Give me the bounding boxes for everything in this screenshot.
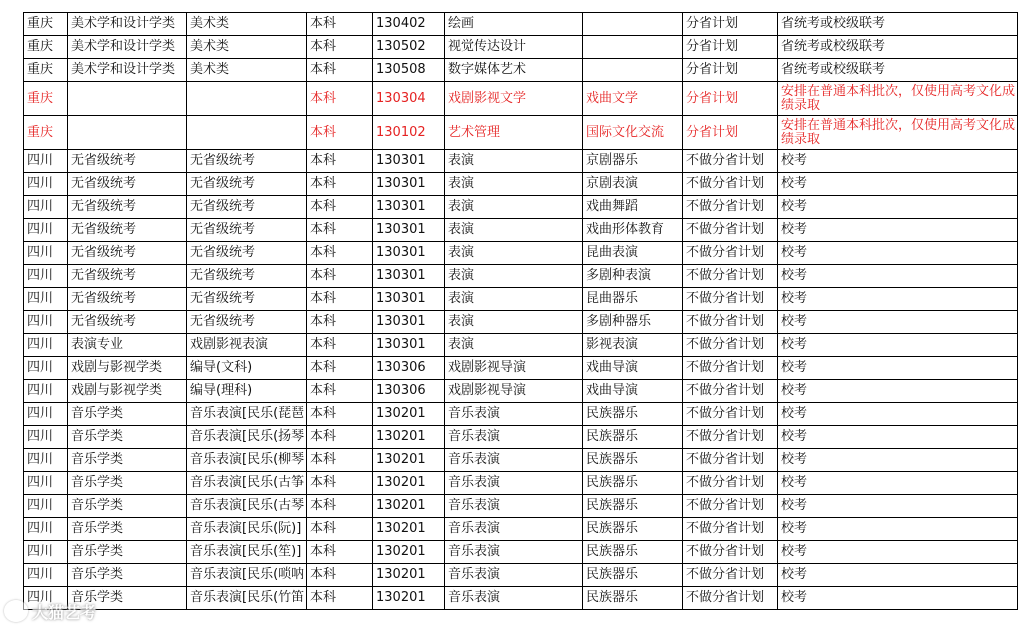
cell-province: 四川 bbox=[24, 173, 68, 196]
cell-exam-type: 校考 bbox=[778, 426, 1018, 449]
cell-province: 四川 bbox=[24, 472, 68, 495]
cell-level: 本科 bbox=[307, 587, 373, 610]
cell-plan-type: 不做分省计划 bbox=[683, 265, 778, 288]
cell-province: 四川 bbox=[24, 426, 68, 449]
cell-major-code: 130502 bbox=[373, 36, 445, 59]
cell-major-code: 130508 bbox=[373, 59, 445, 82]
cell-province: 重庆 bbox=[24, 13, 68, 36]
cell-exam-type: 校考 bbox=[778, 357, 1018, 380]
cell-province: 四川 bbox=[24, 495, 68, 518]
cell-exam-type: 校考 bbox=[778, 288, 1018, 311]
cell-province: 四川 bbox=[24, 150, 68, 173]
cell-major-name: 戏剧影视文学 bbox=[445, 82, 583, 116]
cell-level: 本科 bbox=[307, 150, 373, 173]
cell-plan-type: 不做分省计划 bbox=[683, 311, 778, 334]
watermark-text: 大猫艺考 bbox=[32, 602, 97, 622]
table-row bbox=[24, 357, 1018, 380]
cell-level: 本科 bbox=[307, 564, 373, 587]
table-row bbox=[24, 495, 1018, 518]
cell-exam-type: 校考 bbox=[778, 518, 1018, 541]
cell-direction: 京剧表演 bbox=[583, 173, 683, 196]
cell-major-code: 130301 bbox=[373, 196, 445, 219]
cell-major-code: 130301 bbox=[373, 150, 445, 173]
cell-major-code: 130201 bbox=[373, 541, 445, 564]
cell-major-name: 表演 bbox=[445, 173, 583, 196]
cell-province: 四川 bbox=[24, 403, 68, 426]
cell-level: 本科 bbox=[307, 380, 373, 403]
cell-major-name: 表演 bbox=[445, 219, 583, 242]
cell-province: 四川 bbox=[24, 265, 68, 288]
cell-subcategory: 音乐表演[民乐(唢呐 bbox=[187, 564, 307, 587]
table-row bbox=[24, 173, 1018, 196]
cell-plan-type: 不做分省计划 bbox=[683, 403, 778, 426]
cell-category bbox=[68, 116, 187, 150]
cell-exam-type: 校考 bbox=[778, 334, 1018, 357]
cell-subcategory: 无省级统考 bbox=[187, 196, 307, 219]
cell-category: 无省级统考 bbox=[68, 311, 187, 334]
table-row bbox=[24, 541, 1018, 564]
cell-subcategory: 音乐表演[民乐(古筝 bbox=[187, 472, 307, 495]
cell-direction: 民族器乐 bbox=[583, 426, 683, 449]
cell-major-name: 音乐表演 bbox=[445, 472, 583, 495]
cell-province: 四川 bbox=[24, 196, 68, 219]
cell-direction: 戏曲导演 bbox=[583, 357, 683, 380]
cell-exam-type: 校考 bbox=[778, 380, 1018, 403]
cell-category: 音乐学类 bbox=[68, 472, 187, 495]
cell-exam-type: 校考 bbox=[778, 403, 1018, 426]
cell-exam-type: 校考 bbox=[778, 449, 1018, 472]
cell-level: 本科 bbox=[307, 311, 373, 334]
cell-plan-type: 不做分省计划 bbox=[683, 518, 778, 541]
cell-subcategory: 无省级统考 bbox=[187, 219, 307, 242]
cell-direction: 民族器乐 bbox=[583, 449, 683, 472]
cell-level: 本科 bbox=[307, 518, 373, 541]
cell-level: 本科 bbox=[307, 357, 373, 380]
cell-major-name: 数字媒体艺术 bbox=[445, 59, 583, 82]
cell-province: 四川 bbox=[24, 357, 68, 380]
cell-subcategory: 音乐表演[民乐(扬琴 bbox=[187, 426, 307, 449]
cell-major-name: 音乐表演 bbox=[445, 426, 583, 449]
cell-category: 音乐学类 bbox=[68, 564, 187, 587]
cell-direction: 多剧种表演 bbox=[583, 265, 683, 288]
cell-major-code: 130301 bbox=[373, 219, 445, 242]
cell-major-name: 表演 bbox=[445, 311, 583, 334]
cell-major-code: 130201 bbox=[373, 518, 445, 541]
cell-major-code: 130201 bbox=[373, 472, 445, 495]
cell-exam-type: 校考 bbox=[778, 472, 1018, 495]
cell-subcategory: 编导(文科) bbox=[187, 357, 307, 380]
cell-plan-type: 不做分省计划 bbox=[683, 380, 778, 403]
cell-major-name: 音乐表演 bbox=[445, 587, 583, 610]
cell-level: 本科 bbox=[307, 59, 373, 82]
cell-level: 本科 bbox=[307, 426, 373, 449]
cell-category: 音乐学类 bbox=[68, 403, 187, 426]
cell-category: 无省级统考 bbox=[68, 219, 187, 242]
cell-exam-type: 校考 bbox=[778, 495, 1018, 518]
cell-direction: 多剧种器乐 bbox=[583, 311, 683, 334]
cell-plan-type: 分省计划 bbox=[683, 59, 778, 82]
cell-direction: 民族器乐 bbox=[583, 518, 683, 541]
table-row bbox=[24, 334, 1018, 357]
cell-subcategory: 美术类 bbox=[187, 36, 307, 59]
cell-category: 无省级统考 bbox=[68, 265, 187, 288]
cell-major-name: 表演 bbox=[445, 334, 583, 357]
cell-major-name: 视觉传达设计 bbox=[445, 36, 583, 59]
cell-category: 美术学和设计学类 bbox=[68, 13, 187, 36]
cell-level: 本科 bbox=[307, 265, 373, 288]
cell-subcategory bbox=[187, 82, 307, 116]
table-row bbox=[24, 150, 1018, 173]
cell-province: 四川 bbox=[24, 288, 68, 311]
cell-exam-type: 省统考或校级联考 bbox=[778, 59, 1018, 82]
cell-category: 音乐学类 bbox=[68, 541, 187, 564]
table-row bbox=[24, 311, 1018, 334]
cell-level: 本科 bbox=[307, 288, 373, 311]
cell-direction: 影视表演 bbox=[583, 334, 683, 357]
cell-direction: 昆曲表演 bbox=[583, 242, 683, 265]
cell-major-name: 戏剧影视导演 bbox=[445, 357, 583, 380]
table-row bbox=[24, 265, 1018, 288]
cell-major-name: 表演 bbox=[445, 242, 583, 265]
table-row bbox=[24, 518, 1018, 541]
cell-level: 本科 bbox=[307, 173, 373, 196]
table-row bbox=[24, 564, 1018, 587]
cell-major-name: 表演 bbox=[445, 265, 583, 288]
table-row bbox=[24, 426, 1018, 449]
table-row bbox=[24, 116, 1018, 150]
cell-major-code: 130201 bbox=[373, 587, 445, 610]
cell-province: 四川 bbox=[24, 449, 68, 472]
table-row bbox=[24, 472, 1018, 495]
cell-major-code: 130306 bbox=[373, 357, 445, 380]
cell-major-name: 音乐表演 bbox=[445, 449, 583, 472]
cell-subcategory: 音乐表演[民乐(阮)] bbox=[187, 518, 307, 541]
cell-direction: 戏曲舞蹈 bbox=[583, 196, 683, 219]
cell-subcategory: 音乐表演[民乐(柳琴 bbox=[187, 449, 307, 472]
cell-major-code: 130306 bbox=[373, 380, 445, 403]
cell-level: 本科 bbox=[307, 13, 373, 36]
cell-major-code: 130402 bbox=[373, 13, 445, 36]
cell-level: 本科 bbox=[307, 541, 373, 564]
cell-major-name: 音乐表演 bbox=[445, 541, 583, 564]
cell-major-name: 音乐表演 bbox=[445, 495, 583, 518]
cell-category: 音乐学类 bbox=[68, 518, 187, 541]
cell-category: 无省级统考 bbox=[68, 173, 187, 196]
cell-province: 重庆 bbox=[24, 36, 68, 59]
cell-category: 无省级统考 bbox=[68, 150, 187, 173]
cell-plan-type: 不做分省计划 bbox=[683, 219, 778, 242]
cell-level: 本科 bbox=[307, 219, 373, 242]
cell-category: 美术学和设计学类 bbox=[68, 59, 187, 82]
cell-major-code: 130304 bbox=[373, 82, 445, 116]
cell-major-code: 130301 bbox=[373, 242, 445, 265]
cell-direction: 民族器乐 bbox=[583, 472, 683, 495]
cell-province: 四川 bbox=[24, 564, 68, 587]
cell-province: 重庆 bbox=[24, 59, 68, 82]
cell-province: 四川 bbox=[24, 518, 68, 541]
cell-level: 本科 bbox=[307, 403, 373, 426]
cell-direction: 京剧器乐 bbox=[583, 150, 683, 173]
cell-category: 表演专业 bbox=[68, 334, 187, 357]
table-row bbox=[24, 380, 1018, 403]
cell-plan-type: 分省计划 bbox=[683, 13, 778, 36]
cell-subcategory: 音乐表演[民乐(笙)] bbox=[187, 541, 307, 564]
table-row bbox=[24, 242, 1018, 265]
cell-category: 戏剧与影视学类 bbox=[68, 357, 187, 380]
cell-plan-type: 不做分省计划 bbox=[683, 449, 778, 472]
cell-subcategory: 美术类 bbox=[187, 13, 307, 36]
cell-plan-type: 不做分省计划 bbox=[683, 426, 778, 449]
cell-exam-type: 校考 bbox=[778, 219, 1018, 242]
cell-direction: 民族器乐 bbox=[583, 564, 683, 587]
cell-category: 音乐学类 bbox=[68, 449, 187, 472]
cell-plan-type: 分省计划 bbox=[683, 116, 778, 150]
cell-category: 音乐学类 bbox=[68, 426, 187, 449]
cell-major-name: 表演 bbox=[445, 150, 583, 173]
cell-subcategory: 无省级统考 bbox=[187, 242, 307, 265]
cell-category bbox=[68, 82, 187, 116]
cell-level: 本科 bbox=[307, 196, 373, 219]
cell-plan-type: 不做分省计划 bbox=[683, 357, 778, 380]
table-body bbox=[24, 13, 1018, 610]
cell-direction: 民族器乐 bbox=[583, 541, 683, 564]
cell-province: 四川 bbox=[24, 587, 68, 610]
table-row bbox=[24, 219, 1018, 242]
cell-level: 本科 bbox=[307, 242, 373, 265]
cell-province: 四川 bbox=[24, 311, 68, 334]
cell-exam-type: 校考 bbox=[778, 242, 1018, 265]
cell-category: 无省级统考 bbox=[68, 242, 187, 265]
cell-category: 美术学和设计学类 bbox=[68, 36, 187, 59]
cell-direction: 戏曲形体教育 bbox=[583, 219, 683, 242]
cell-subcategory bbox=[187, 116, 307, 150]
table-row bbox=[24, 36, 1018, 59]
cell-category: 无省级统考 bbox=[68, 288, 187, 311]
cell-direction: 昆曲器乐 bbox=[583, 288, 683, 311]
cell-subcategory: 音乐表演[民乐(琵琶 bbox=[187, 403, 307, 426]
cell-exam-type: 省统考或校级联考 bbox=[778, 13, 1018, 36]
cell-major-code: 130301 bbox=[373, 311, 445, 334]
cell-plan-type: 分省计划 bbox=[683, 82, 778, 116]
cell-direction: 戏曲导演 bbox=[583, 380, 683, 403]
cell-major-name: 音乐表演 bbox=[445, 564, 583, 587]
table-row bbox=[24, 13, 1018, 36]
cell-major-name: 绘画 bbox=[445, 13, 583, 36]
table-row bbox=[24, 196, 1018, 219]
cell-exam-type: 校考 bbox=[778, 196, 1018, 219]
cell-level: 本科 bbox=[307, 495, 373, 518]
cell-level: 本科 bbox=[307, 82, 373, 116]
cell-subcategory: 无省级统考 bbox=[187, 150, 307, 173]
cell-direction bbox=[583, 36, 683, 59]
cell-level: 本科 bbox=[307, 472, 373, 495]
cell-exam-type: 校考 bbox=[778, 541, 1018, 564]
cell-direction: 民族器乐 bbox=[583, 587, 683, 610]
table-row bbox=[24, 403, 1018, 426]
cell-province: 四川 bbox=[24, 541, 68, 564]
cell-plan-type: 不做分省计划 bbox=[683, 288, 778, 311]
cell-major-name: 戏剧影视导演 bbox=[445, 380, 583, 403]
cat-logo-icon bbox=[4, 600, 28, 622]
cell-exam-type: 校考 bbox=[778, 173, 1018, 196]
watermark bbox=[4, 598, 96, 624]
cell-major-name: 艺术管理 bbox=[445, 116, 583, 150]
cell-plan-type: 不做分省计划 bbox=[683, 564, 778, 587]
cell-major-name: 音乐表演 bbox=[445, 518, 583, 541]
cell-level: 本科 bbox=[307, 116, 373, 150]
cell-category: 无省级统考 bbox=[68, 196, 187, 219]
cell-plan-type: 不做分省计划 bbox=[683, 196, 778, 219]
cell-direction: 戏曲文学 bbox=[583, 82, 683, 116]
cell-exam-type: 校考 bbox=[778, 150, 1018, 173]
cell-direction: 民族器乐 bbox=[583, 403, 683, 426]
cell-major-code: 130201 bbox=[373, 564, 445, 587]
cell-province: 四川 bbox=[24, 242, 68, 265]
cell-major-code: 130102 bbox=[373, 116, 445, 150]
cell-exam-type: 安排在普通本科批次，仅使用高考文化成绩录取 bbox=[778, 82, 1018, 116]
cell-subcategory: 美术类 bbox=[187, 59, 307, 82]
cell-plan-type: 不做分省计划 bbox=[683, 150, 778, 173]
cell-exam-type: 校考 bbox=[778, 564, 1018, 587]
cell-province: 四川 bbox=[24, 334, 68, 357]
cell-plan-type: 不做分省计划 bbox=[683, 173, 778, 196]
cell-major-code: 130201 bbox=[373, 495, 445, 518]
cell-plan-type: 不做分省计划 bbox=[683, 242, 778, 265]
table-row bbox=[24, 449, 1018, 472]
cell-major-code: 130201 bbox=[373, 449, 445, 472]
cell-subcategory: 无省级统考 bbox=[187, 311, 307, 334]
cell-direction bbox=[583, 59, 683, 82]
cell-level: 本科 bbox=[307, 36, 373, 59]
cell-category: 音乐学类 bbox=[68, 495, 187, 518]
cell-province: 四川 bbox=[24, 380, 68, 403]
table-row bbox=[24, 82, 1018, 116]
cell-major-code: 130301 bbox=[373, 265, 445, 288]
cell-subcategory: 编导(理科) bbox=[187, 380, 307, 403]
cell-subcategory: 无省级统考 bbox=[187, 265, 307, 288]
cell-plan-type: 不做分省计划 bbox=[683, 587, 778, 610]
cell-plan-type: 不做分省计划 bbox=[683, 334, 778, 357]
cell-major-code: 130201 bbox=[373, 403, 445, 426]
cell-category: 戏剧与影视学类 bbox=[68, 380, 187, 403]
cell-subcategory: 戏剧影视表演 bbox=[187, 334, 307, 357]
cell-major-name: 表演 bbox=[445, 196, 583, 219]
cell-subcategory: 无省级统考 bbox=[187, 288, 307, 311]
cell-category: 音乐学类 bbox=[68, 587, 187, 610]
cell-plan-type: 不做分省计划 bbox=[683, 541, 778, 564]
cell-subcategory: 无省级统考 bbox=[187, 173, 307, 196]
cell-subcategory: 音乐表演[民乐(竹笛 bbox=[187, 587, 307, 610]
cell-exam-type: 校考 bbox=[778, 587, 1018, 610]
cell-major-code: 130201 bbox=[373, 426, 445, 449]
cell-plan-type: 分省计划 bbox=[683, 36, 778, 59]
table-row bbox=[24, 59, 1018, 82]
cell-major-code: 130301 bbox=[373, 173, 445, 196]
cell-major-name: 音乐表演 bbox=[445, 403, 583, 426]
cell-major-code: 130301 bbox=[373, 288, 445, 311]
cell-exam-type: 省统考或校级联考 bbox=[778, 36, 1018, 59]
table-row bbox=[24, 587, 1018, 610]
admissions-table bbox=[23, 12, 1018, 610]
cell-plan-type: 不做分省计划 bbox=[683, 472, 778, 495]
cell-province: 重庆 bbox=[24, 116, 68, 150]
cell-exam-type: 安排在普通本科批次，仅使用高考文化成绩录取 bbox=[778, 116, 1018, 150]
cell-level: 本科 bbox=[307, 449, 373, 472]
table-row bbox=[24, 288, 1018, 311]
cell-level: 本科 bbox=[307, 334, 373, 357]
cell-plan-type: 不做分省计划 bbox=[683, 495, 778, 518]
cell-province: 四川 bbox=[24, 219, 68, 242]
cell-direction: 民族器乐 bbox=[583, 495, 683, 518]
cell-exam-type: 校考 bbox=[778, 265, 1018, 288]
cell-direction: 国际文化交流 bbox=[583, 116, 683, 150]
cell-province: 重庆 bbox=[24, 82, 68, 116]
cell-major-name: 表演 bbox=[445, 288, 583, 311]
cell-direction bbox=[583, 13, 683, 36]
cell-exam-type: 校考 bbox=[778, 311, 1018, 334]
cell-subcategory: 音乐表演[民乐(古琴 bbox=[187, 495, 307, 518]
cell-major-code: 130301 bbox=[373, 334, 445, 357]
